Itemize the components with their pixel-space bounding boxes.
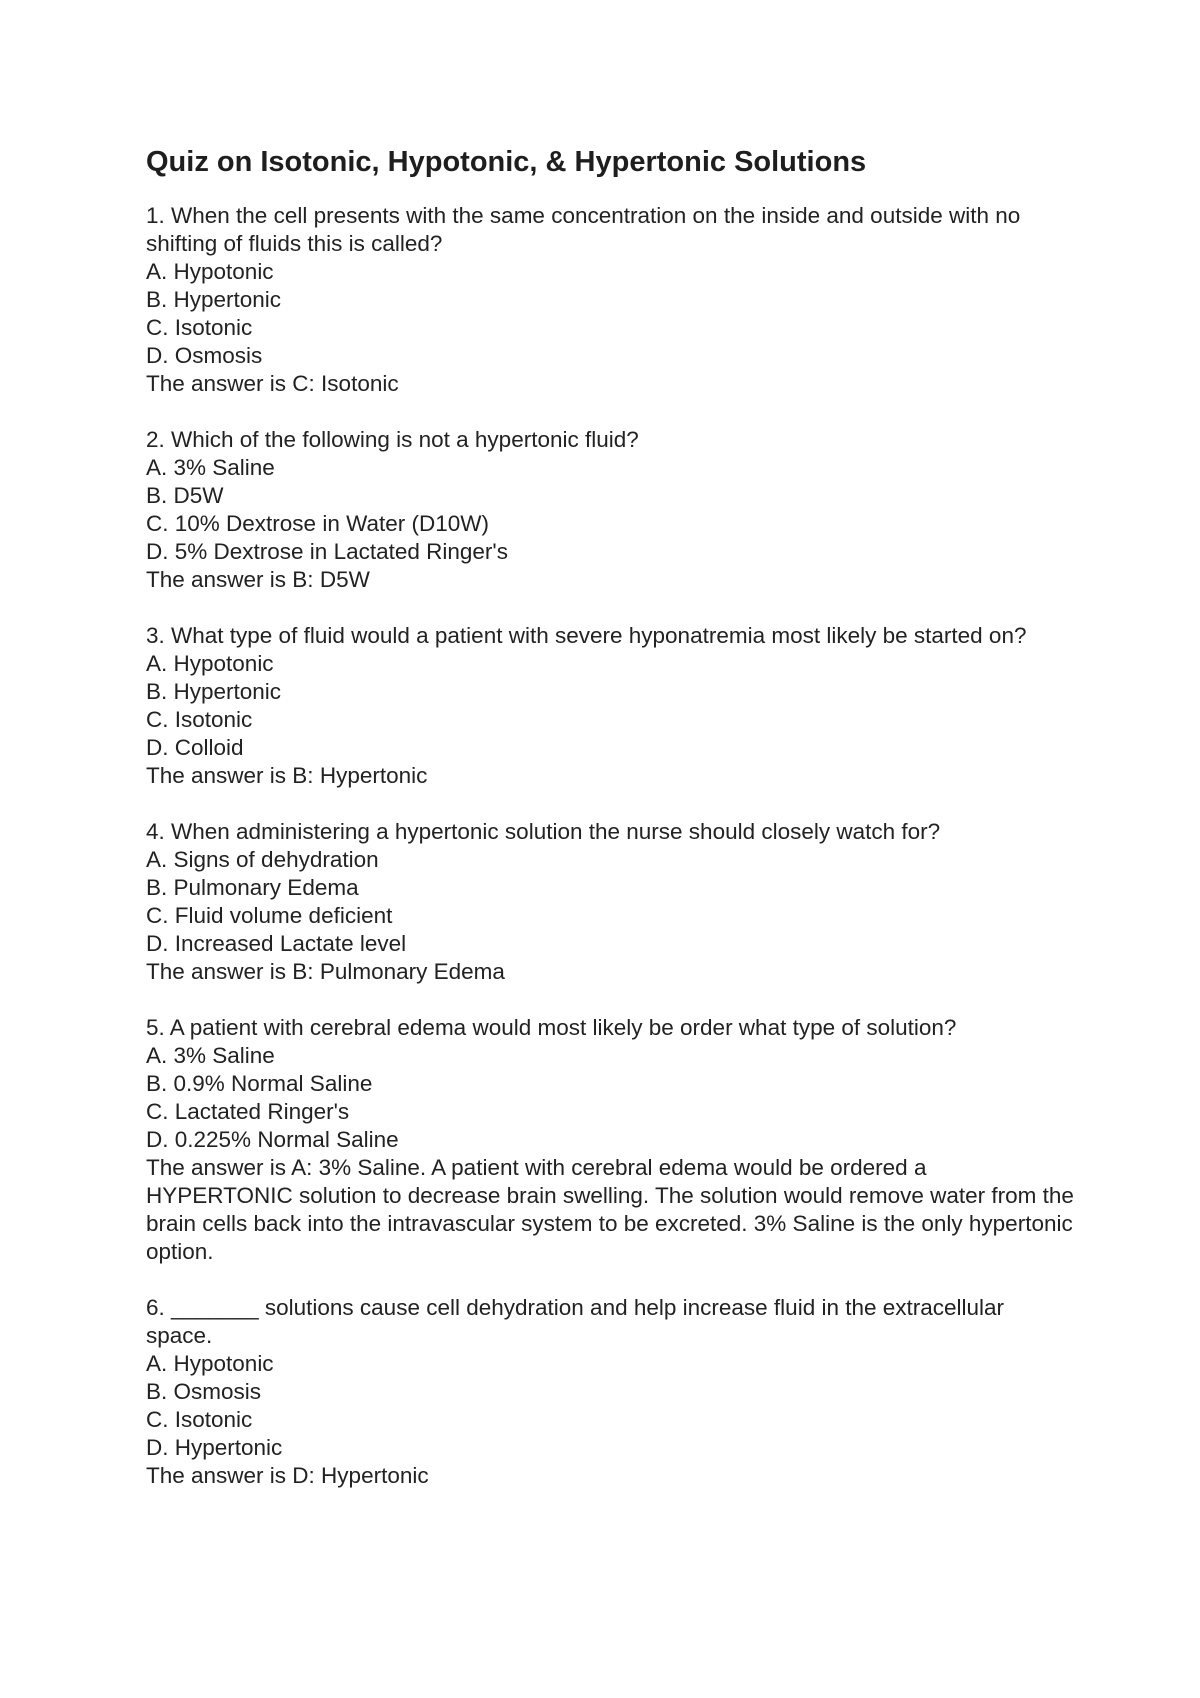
question-2 — [146, 426, 1076, 594]
option-d: D. 5% Dextrose in Lactated Ringer's — [146, 539, 508, 564]
option-c: C. Lactated Ringer's — [146, 1099, 350, 1124]
option-d: D. Hypertonic — [146, 1435, 283, 1460]
question-text: 4. When administering a hypertonic solution the nurse should closely watch for? — [146, 819, 941, 844]
option-c: C. Isotonic — [146, 315, 253, 340]
question-text: 2. Which of the following is not a hypertonic fluid? — [146, 427, 639, 452]
option-c: C. Isotonic — [146, 1407, 253, 1432]
option-a: A. Signs of dehydration — [146, 847, 379, 872]
document-page — [146, 140, 1076, 1518]
option-d: D. 0.225% Normal Saline — [146, 1127, 399, 1152]
option-d: D. Osmosis — [146, 343, 263, 368]
option-c: C. 10% Dextrose in Water (D10W) — [146, 511, 490, 536]
question-text: 3. What type of fluid would a patient with severe hyponatremia most likely be started on? — [146, 623, 1027, 648]
answer-text: The answer is A: 3% Saline. A patient with cerebral edema would be ordered a HYPERTONIC solution to decrease brain swelling. The solution would remove water from the brain cells back into the intravascular system to be excreted. 3% Saline is the only hypertonic option. — [146, 1155, 1074, 1264]
option-a: A. Hypotonic — [146, 1351, 274, 1376]
question-3 — [146, 622, 1076, 790]
option-a: A. 3% Saline — [146, 1043, 275, 1068]
option-c: C. Fluid volume deficient — [146, 903, 393, 928]
question-5 — [146, 1014, 1076, 1266]
answer-text: The answer is B: D5W — [146, 567, 370, 592]
answer-text: The answer is B: Hypertonic — [146, 763, 428, 788]
option-a: A. 3% Saline — [146, 455, 275, 480]
option-d: D. Increased Lactate level — [146, 931, 407, 956]
document-title: Quiz on Isotonic, Hypotonic, & Hypertonic Solutions — [146, 146, 867, 178]
option-b: B. Osmosis — [146, 1379, 262, 1404]
option-d: D. Colloid — [146, 735, 244, 760]
question-text: 6. _______ solutions cause cell dehydration and help increase fluid in the extracellular space. — [146, 1295, 1005, 1348]
option-b: B. D5W — [146, 483, 224, 508]
question-text: 1. When the cell presents with the same concentration on the inside and outside with no shifting of fluids this is called? — [146, 203, 1021, 256]
option-a: A. Hypotonic — [146, 259, 274, 284]
answer-text: The answer is B: Pulmonary Edema — [146, 959, 505, 984]
option-b: B. 0.9% Normal Saline — [146, 1071, 373, 1096]
answer-text: The answer is D: Hypertonic — [146, 1463, 429, 1488]
option-a: A. Hypotonic — [146, 651, 274, 676]
option-b: B. Hypertonic — [146, 679, 282, 704]
option-c: C. Isotonic — [146, 707, 253, 732]
answer-text: The answer is C: Isotonic — [146, 371, 399, 396]
option-b: B. Pulmonary Edema — [146, 875, 359, 900]
question-1 — [146, 202, 1076, 398]
question-6 — [146, 1294, 1076, 1490]
option-b: B. Hypertonic — [146, 287, 282, 312]
question-4 — [146, 818, 1076, 986]
question-text: 5. A patient with cerebral edema would most likely be order what type of solution? — [146, 1015, 957, 1040]
